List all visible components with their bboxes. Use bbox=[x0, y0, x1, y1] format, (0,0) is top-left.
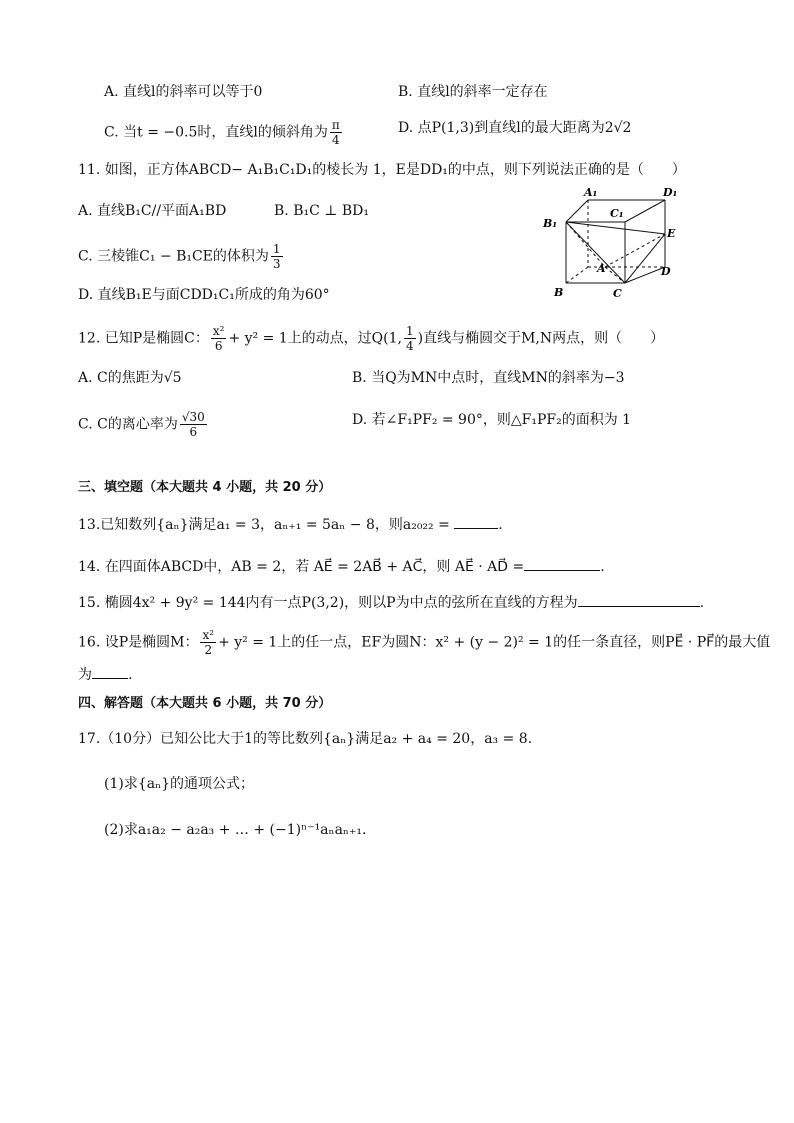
q11-option-a: A. 直线B₁C//平面A₁BD bbox=[78, 203, 227, 219]
eccentricity-fraction: $\frac{√30}{6}$ bbox=[181, 410, 205, 439]
q12-stem bbox=[78, 324, 664, 353]
q11-option-b: B. B₁C ⊥ BD₁ bbox=[274, 203, 369, 219]
q11-option-d: D. 直线B₁E与面CDD₁C₁所成的角为60° bbox=[78, 287, 330, 303]
q17-part2: (2)求a₁a₂ − a₂a₃ + … + (−1)ⁿ⁻¹aₙaₙ₊₁. bbox=[104, 822, 367, 838]
pi-over-four-fraction: $\frac{\pi}{4}$ bbox=[331, 118, 340, 147]
x2-over-6-fraction: $\frac{\text{x²}}{6}$ bbox=[212, 324, 225, 353]
one-third-fraction: $\frac{1}{3}$ bbox=[272, 242, 281, 271]
label-d1: D₁ bbox=[663, 186, 678, 199]
q16-text-pre: 16. 设P是椭圆M： bbox=[78, 634, 199, 651]
q12-stem-mid: + y² = 1上的动点，过Q(1, bbox=[228, 330, 402, 347]
section3-title: 三、填空题（本大题共 4 小题，共 20 分） bbox=[78, 480, 332, 495]
q11-stem: 11. 如图，正方体ABCD− A₁B₁C₁D₁的棱长为 1，E是DD₁的中点，则下列说法正确的是（ ） bbox=[78, 162, 686, 178]
q15-answer-blank bbox=[578, 592, 700, 607]
q10-option-c-text: C. 当t = −0.5时，直线l的倾斜角为 bbox=[104, 124, 328, 141]
q12-stem-post: )直线与椭圆交于M,N两点，则（ ） bbox=[417, 330, 665, 347]
q13: 13.已知数列{aₙ}满足a₁ = 3，aₙ₊₁ = 5aₙ − 8，则a₂₀₂₂ = . bbox=[78, 514, 503, 535]
q14: 14. 在四面体ABCD中，AB = 2，若 AE⃗ = 2AB⃗ + AC⃗，则 AE⃗ · AD⃗ = . bbox=[78, 556, 605, 577]
q10-option-d: D. 点P(1,3)到直线l的最大距离为2√2 bbox=[398, 120, 632, 136]
one-quarter-fraction: $\frac{1}{4}$ bbox=[405, 324, 414, 353]
label-e: E bbox=[667, 227, 676, 240]
q16-answer-blank bbox=[92, 664, 128, 679]
label-a: A bbox=[597, 262, 606, 275]
q10-option-a: A. 直线l的斜率可以等于0 bbox=[104, 84, 263, 100]
q15: 15. 椭圆4x² + 9y² = 144内有一点P(3,2)，则以P为中点的弦所在直线的方程为 . bbox=[78, 592, 704, 613]
q12-option-c bbox=[78, 410, 209, 439]
q14-answer-blank bbox=[524, 556, 600, 571]
q13-answer-blank bbox=[454, 514, 498, 529]
q16-text-post: + y² = 1上的任一点，EF为圆N：x² + (y − 2)² = 1的任一条直径，则PE⃗ · PF⃗的最大值 bbox=[218, 634, 771, 651]
q10-option-b: B. 直线l的斜率一定存在 bbox=[398, 84, 548, 100]
label-b: B bbox=[554, 286, 564, 299]
q12-option-c-text: C. C的离心率为 bbox=[78, 416, 178, 433]
q16 bbox=[78, 628, 770, 657]
q12-stem-pre: 12. 已知P是椭圆C： bbox=[78, 330, 209, 347]
q17-stem: 17.（10分）已知公比大于1的等比数列{aₙ}满足a₂ + a₄ = 20，a₃ = 8. bbox=[78, 731, 533, 747]
label-c1: C₁ bbox=[610, 207, 624, 220]
label-c: C bbox=[613, 287, 622, 300]
label-d: D bbox=[661, 265, 671, 278]
q13-text: 13.已知数列{aₙ}满足a₁ = 3，aₙ₊₁ = 5aₙ − 8，则a₂₀₂₂ = bbox=[78, 517, 450, 533]
x2-over-2-fraction: $\frac{\text{x²}}{2}$ bbox=[202, 628, 215, 657]
q16-line2: 为 . bbox=[78, 664, 132, 685]
q16-line2-text: 为 bbox=[78, 667, 92, 683]
label-a1: A₁ bbox=[584, 186, 598, 199]
q12-option-a: A. C的焦距为√5 bbox=[78, 370, 182, 386]
q15-text: 15. 椭圆4x² + 9y² = 144内有一点P(3,2)，则以P为中点的弦所在直线的方程为 bbox=[78, 595, 578, 611]
q12-option-b: B. 当Q为MN中点时，直线MN的斜率为−3 bbox=[352, 370, 625, 386]
q12-option-d: D. 若∠F₁PF₂ = 90°，则△F₁PF₂的面积为 1 bbox=[352, 412, 632, 428]
cube-figure bbox=[538, 183, 688, 301]
q10-option-c bbox=[104, 118, 344, 147]
q11-option-c-text: C. 三棱锥C₁ − B₁CE的体积为 bbox=[78, 248, 269, 265]
label-b1: B₁ bbox=[543, 217, 558, 230]
section4-title: 四、解答题（本大题共 6 小题，共 70 分） bbox=[78, 696, 332, 711]
q17-part1: (1)求{aₙ}的通项公式； bbox=[104, 776, 255, 792]
q14-text: 14. 在四面体ABCD中，AB = 2，若 AE⃗ = 2AB⃗ + AC⃗，则 AE⃗ · AD⃗ = bbox=[78, 559, 525, 575]
q11-option-c bbox=[78, 242, 285, 271]
